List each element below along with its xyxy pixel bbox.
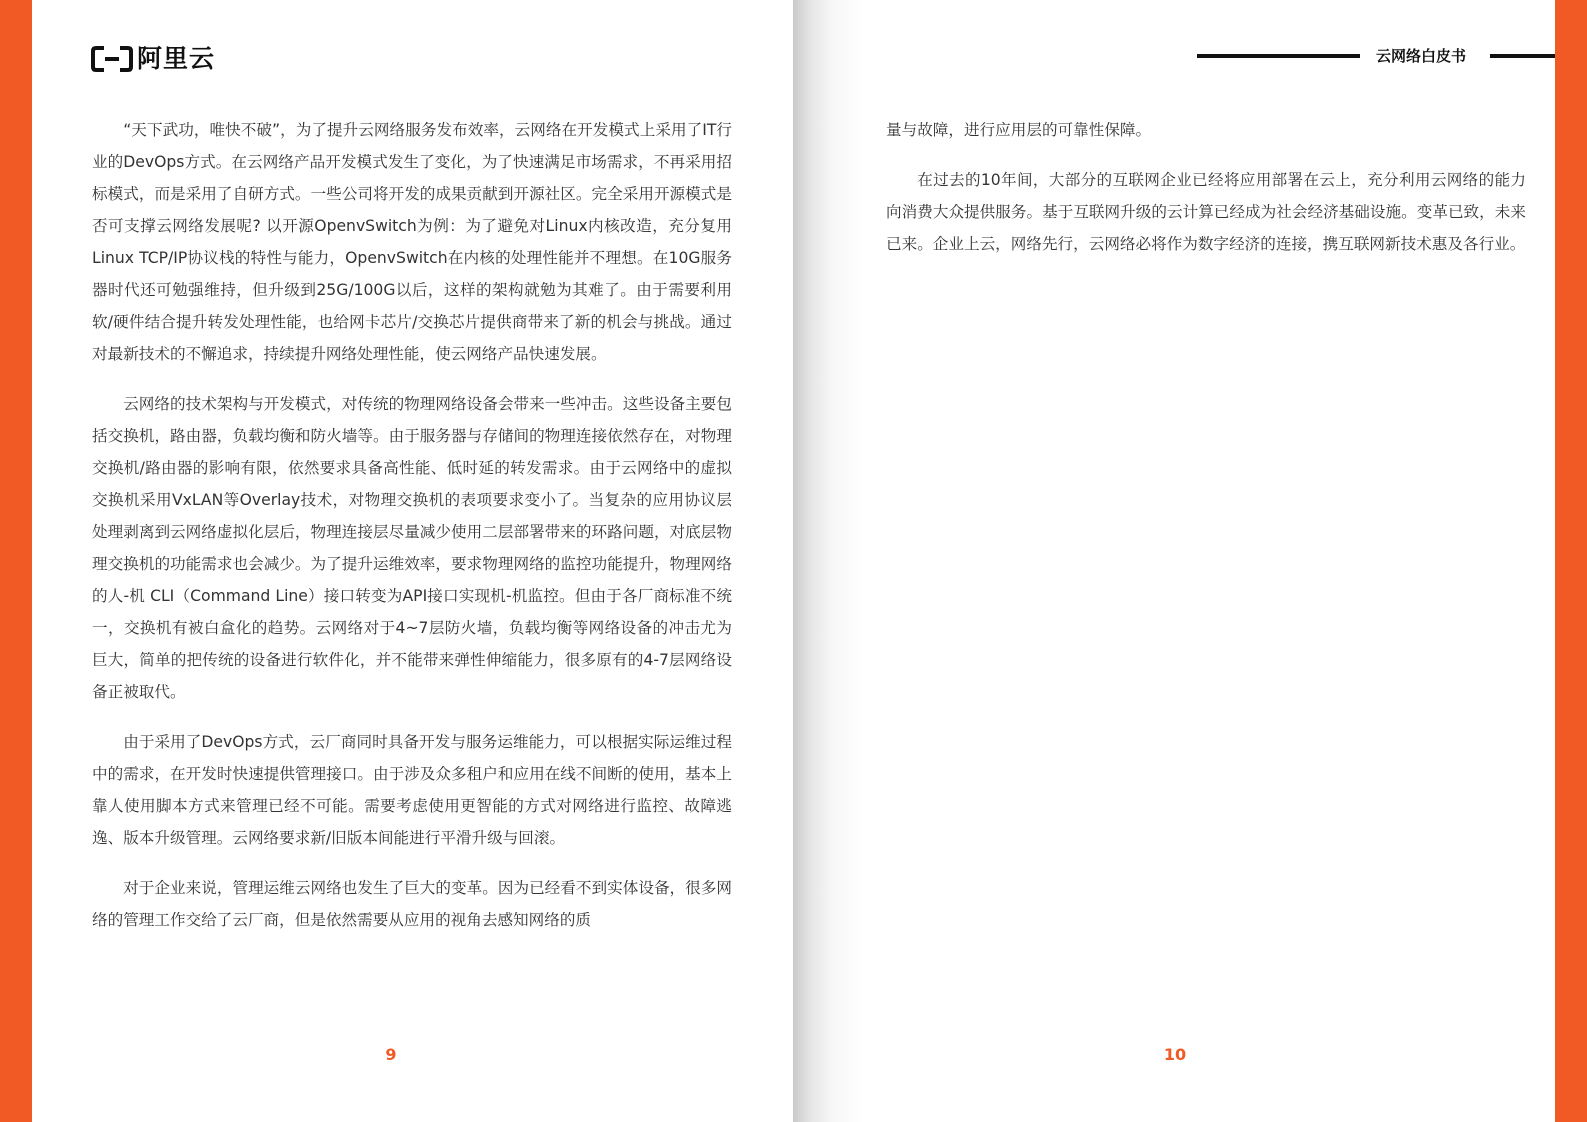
header-rule-left — [1197, 54, 1360, 58]
paragraph-5: 在过去的10年间，大部分的互联网企业已经将应用部署在云上，充分利用云网络的能力向消费大众提供服务。基于互联网升级的云计算已经成为社会经济基础设施。变革已致，未来已来。企业上云，网络先行，云网络必将作为数字经济的连接，携互联网新技术惠及各行业。 — [886, 171, 1526, 253]
page-number-left: 9 — [385, 1045, 397, 1064]
logo — [91, 44, 215, 74]
paragraph-1: “天下武功，唯快不破”，为了提升云网络服务发布效率，云网络在开发模式上采用了IT行业的DevOps方式。在云网络产品开发模式发生了变化，为了快速满足市场需求，不再采用招标模式，而是采用了自研方式。一些公司将开发的成果贡献到开源社区。完全采用开源模式是否可支撑云网络发展呢? 以开源OpenvSwitch为例：为了避免对Linux内核改造，充分复用 Linux TCP/IP协议栈的特性与能力，OpenvSwitch在内核的处理性能并不理想。在10G服务器时代还可勉强维持，但升级到25G/100G以后，这样的架构就勉为其难了。由于需要利用软/硬件结合提升转发处理性能，也给网卡芯片/交换芯片提供商带来了新的机会与挑战。通过对最新技术的不懈追求，持续提升网络处理性能，使云网络产品快速发展。 — [92, 121, 732, 363]
right-body-text — [886, 114, 1526, 278]
page-number-right: 10 — [1163, 1045, 1187, 1064]
header-rule-right — [1490, 54, 1555, 58]
document-title: 云网络白皮书 — [1376, 47, 1467, 65]
paragraph-4: 对于企业来说，管理运维云网络也发生了巨大的变革。因为已经看不到实体设备，很多网络的管理工作交给了云厂商，但是依然需要从应用的视角去感知网络的质 — [92, 879, 732, 929]
paragraph-3: 由于采用了DevOps方式，云厂商同时具备开发与服务运维能力，可以根据实际运维过程中的需求，在开发时快速提供管理接口。由于涉及众多租户和应用在线不间断的使用，基本上靠人使用脚本方式来管理已经不可能。需要考虑使用更智能的方式对网络进行监控、故障逃逸、版本升级管理。云网络要求新/旧版本间能进行平滑升级与回滚。 — [92, 733, 732, 847]
left-body-text — [92, 114, 732, 954]
logo-text: 阿里云 — [137, 44, 216, 73]
paragraph-continuation: 量与故障，进行应用层的可靠性保障。 — [886, 121, 1152, 139]
right-page — [793, 0, 1555, 1122]
left-page — [32, 0, 793, 1122]
paragraph-2: 云网络的技术架构与开发模式，对传统的物理网络设备会带来一些冲击。这些设备主要包括交换机，路由器，负载均衡和防火墙等。由于服务器与存储间的物理连接依然存在，对物理交换机/路由器的影响有限，依然要求具备高性能、低时延的转发需求。由于云网络中的虚拟交换机采用VxLAN等Overlay技术，对物理交换机的表项要求变小了。当复杂的应用协议层处理剥离到云网络虚拟化层后，物理连接层尽量减少使用二层部署带来的环路问题，对底层物理交换机的功能需求也会减少。为了提升运维效率，要求物理网络的监控功能提升，物理网络的人-机 CLI（Command Line）接口转变为API接口实现机-机监控。但由于各厂商标准不统一，交换机有被白盒化的趋势。云网络对于4~7层防火墙，负载均衡等网络设备的冲击尤为巨大，简单的把传统的设备进行软件化，并不能带来弹性伸缩能力，很多原有的4-7层网络设备正被取代。 — [92, 395, 732, 701]
aliyun-bracket-logo-icon — [91, 46, 133, 72]
